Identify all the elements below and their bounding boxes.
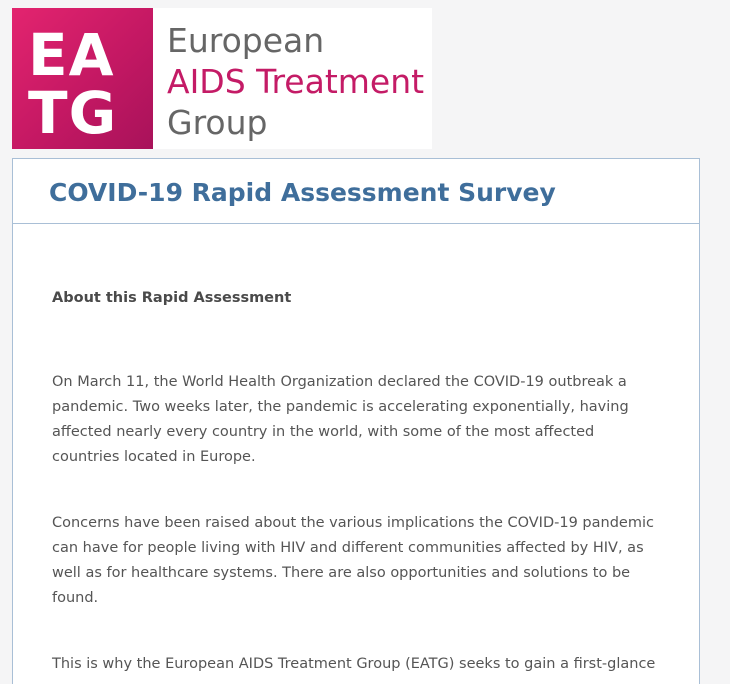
survey-title: COVID-19 Rapid Assessment Survey (49, 178, 556, 207)
eatg-logo (12, 8, 432, 149)
section-heading: About this Rapid Assessment (52, 290, 292, 306)
logo-name-line2: AIDS Treatment (167, 62, 425, 101)
intro-paragraph-2: Concerns have been raised about the various implications the COVID-19 pandemic can have for people living with HIV and different communities affected by HIV, as well as for healthcare systems. There are also opportunities and solutions to be found. (52, 515, 654, 606)
logo-mark-line1: EA (28, 21, 115, 89)
logo-name-line3: Group (167, 103, 268, 142)
logo-wordmark (153, 8, 424, 149)
logo-mark (12, 8, 153, 149)
intro-paragraph-1: On March 11, the World Health Organization declared the COVID-19 outbreak a pandemic. Two weeks later, the pandemic is accelerating exponentially, having affected nearly every country in the world, with some of the most affected countries located in Europe. (52, 374, 629, 465)
intro-paragraph-3: This is why the European AIDS Treatment Group (EATG) seeks to gain a first-glance (52, 656, 656, 672)
survey-header (12, 158, 700, 224)
survey-description (12, 224, 700, 684)
logo-name-line1: European (167, 21, 325, 60)
logo-mark-line2: TG (28, 79, 118, 147)
